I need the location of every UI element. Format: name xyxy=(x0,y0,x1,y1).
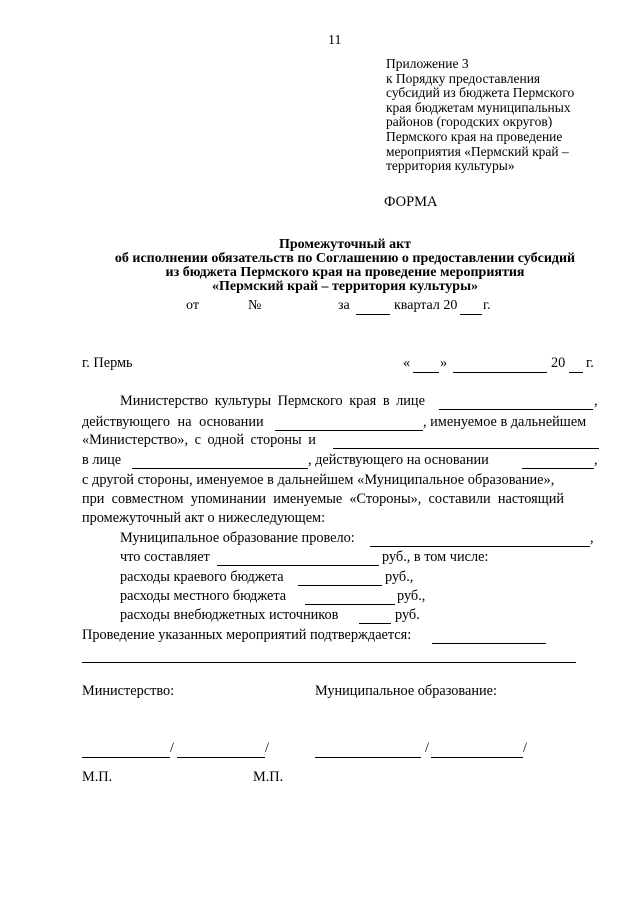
regional-expenses: расходы краевого бюджета xyxy=(120,569,284,585)
municipality-name-blank[interactable] xyxy=(333,448,599,449)
municipality-signature-label: Муниципальное образование: xyxy=(315,683,497,699)
stamp-left: М.П. xyxy=(82,769,113,785)
appendix-line: районов (городских округов) xyxy=(386,114,553,130)
municipality-basis-blank[interactable] xyxy=(522,468,594,469)
signature-slash: / xyxy=(425,740,429,756)
signature-slash: / xyxy=(523,740,527,756)
form-label: ФОРМА xyxy=(384,194,438,210)
confirmation-blank-2[interactable] xyxy=(82,662,576,663)
ministry-signature-blank[interactable] xyxy=(82,757,170,758)
appendix-line: мероприятия «Пермский край – xyxy=(386,143,569,159)
month-blank[interactable] xyxy=(453,372,547,373)
day-blank[interactable] xyxy=(413,372,439,373)
confirmation-blank[interactable] xyxy=(432,643,546,644)
document-title xyxy=(60,238,630,294)
regional-rub: руб., xyxy=(385,569,414,585)
appendix-line: Пермского края на проведение xyxy=(386,128,563,144)
ministry-rep-blank[interactable] xyxy=(439,409,593,410)
subtitle-year-suffix: г. xyxy=(483,298,491,313)
appendix-line: края бюджетам муниципальных xyxy=(386,99,571,115)
municipality-signature-blank[interactable] xyxy=(315,757,421,758)
regional-amount-blank[interactable] xyxy=(298,585,382,586)
date-quote-open: « xyxy=(403,355,411,371)
municipality-name-blank[interactable] xyxy=(431,757,523,758)
p1-line6: при совместном упоминании именуемые «Стороны», составили настоящий xyxy=(82,491,565,507)
p1-line5: с другой стороны, именуемое в дальнейшем «Муниципальное образование», xyxy=(82,472,555,488)
ministry-signature-label: Министерство: xyxy=(82,683,175,699)
p1-line1: Министерство культуры Пермского края в лице xyxy=(120,393,425,409)
p1-line7: промежуточный акт о нижеследующем: xyxy=(82,510,326,526)
quarter-blank[interactable] xyxy=(356,314,390,315)
title-line: Промежуточный акт xyxy=(278,237,412,252)
appendix-line: субсидий из бюджета Пермского xyxy=(386,85,575,101)
appendix-line: Приложение 3 xyxy=(386,56,469,71)
activities-blank[interactable] xyxy=(370,546,590,547)
date-quote-close: » xyxy=(440,355,448,371)
ministry-name-blank[interactable] xyxy=(177,757,265,758)
ministry-basis-blank[interactable] xyxy=(275,430,423,431)
mo-held-end: , xyxy=(590,530,594,546)
title-line: «Пермский край – территория культуры» xyxy=(211,279,479,294)
offbudget-amount-blank[interactable] xyxy=(359,623,391,624)
signature-slash: / xyxy=(265,740,269,756)
title-line: об исполнении обязательств по Соглашению о предоставлении субсидий xyxy=(114,251,576,266)
p1-line4-end: , xyxy=(594,452,598,468)
amount-prefix: что составляет xyxy=(120,549,210,565)
total-amount-blank[interactable] xyxy=(217,565,379,566)
municipality-rep-blank[interactable] xyxy=(132,468,308,469)
year-blank[interactable] xyxy=(460,314,482,315)
date-year-prefix: 20 xyxy=(551,355,566,371)
offbudget-expenses: расходы внебюджетных источников xyxy=(120,607,339,623)
p1-line4a: в лице xyxy=(82,452,122,468)
p1-line4b: , действующего на основании xyxy=(308,452,489,468)
local-expenses: расходы местного бюджета xyxy=(120,588,287,604)
subtitle-from: от xyxy=(186,298,199,313)
subtitle-quarter: квартал 20 xyxy=(394,298,458,313)
title-line: из бюджета Пермского края на проведение мероприятия xyxy=(165,265,525,280)
local-amount-blank[interactable] xyxy=(305,604,395,605)
date-year-blank[interactable] xyxy=(569,372,583,373)
confirmation: Проведение указанных мероприятий подтверждается: xyxy=(82,627,412,643)
p1-line3: «Министерство», с одной стороны и xyxy=(82,432,316,448)
amount-suffix: руб., в том числе: xyxy=(382,549,489,565)
city: г. Пермь xyxy=(82,355,133,371)
appendix-line: территория культуры» xyxy=(386,158,515,174)
mo-held: Муниципальное образование провело: xyxy=(120,530,355,546)
stamp-right: М.П. xyxy=(253,769,284,785)
subtitle-number: № xyxy=(248,298,262,313)
page-number: 11 xyxy=(328,33,342,48)
local-rub: руб., xyxy=(397,588,426,604)
date-year-suffix: г. xyxy=(586,355,594,371)
appendix-block xyxy=(386,57,626,174)
appendix-line: к Порядку предоставления xyxy=(386,70,541,86)
p1-line2a: действующего на основании xyxy=(82,414,264,430)
signature-slash: / xyxy=(170,740,174,756)
p1-line1-end: , xyxy=(594,393,598,409)
offbudget-rub: руб. xyxy=(395,607,420,623)
subtitle-for: за xyxy=(338,298,350,313)
p1-line2b: , именуемое в дальнейшем xyxy=(423,414,587,430)
